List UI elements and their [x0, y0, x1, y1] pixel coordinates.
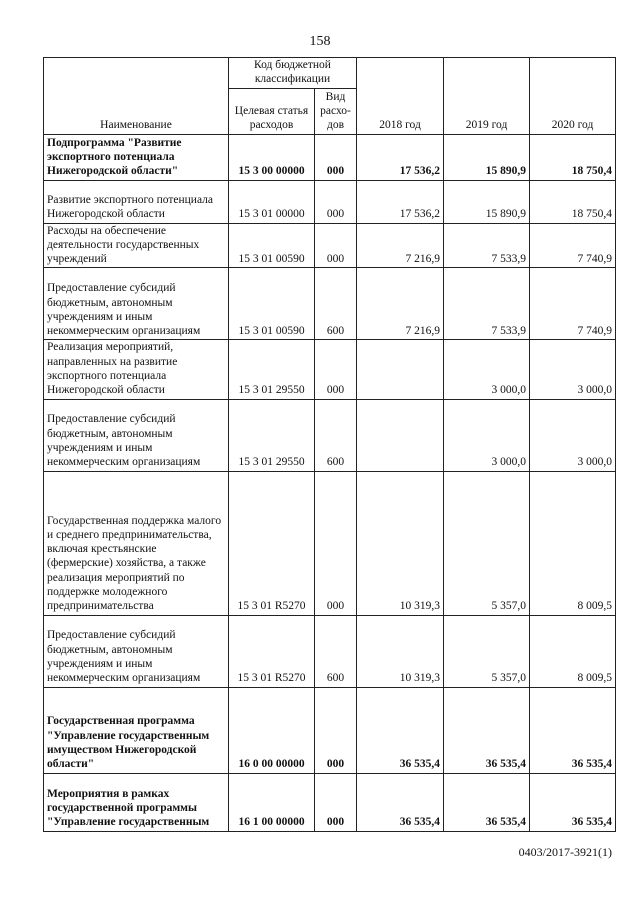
row-value-2020: 18 750,4: [530, 134, 616, 180]
header-name: Наименование: [44, 58, 229, 135]
row-value-2019: 7 533,9: [444, 223, 530, 268]
header-year-2020: 2020 год: [530, 58, 616, 135]
row-name: Предоставление субсидий бюджетным, автономным учреждениям и иным некоммерческим организациям: [44, 268, 229, 340]
row-value-2018: 36 535,4: [357, 687, 444, 773]
row-value-2020: 8 009,5: [530, 471, 616, 615]
row-expense-type: 000: [315, 134, 357, 180]
row-value-2020: 18 750,4: [530, 180, 616, 223]
table-row: [44, 615, 616, 687]
row-value-2020: 3 000,0: [530, 399, 616, 471]
page-number: 158: [309, 34, 331, 49]
row-target-article: 15 3 01 29550: [229, 340, 315, 399]
row-value-2018: 7 216,9: [357, 268, 444, 340]
row-name: Мероприятия в рамках государственной программы "Управление государственным: [44, 773, 229, 831]
row-value-2020: 36 535,4: [530, 773, 616, 831]
row-expense-type: 600: [315, 399, 357, 471]
row-name: Государственная программа "Управление государственным имуществом Нижегородской области": [44, 687, 229, 773]
row-target-article: 15 3 01 00590: [229, 268, 315, 340]
row-target-article: 15 3 01 29550: [229, 399, 315, 471]
row-value-2018: 17 536,2: [357, 134, 444, 180]
row-name: Предоставление субсидий бюджетным, автономным учреждениям и иным некоммерческим организациям: [44, 615, 229, 687]
header-target-article: Целевая статья расходов: [229, 88, 315, 134]
row-name: Расходы на обеспечение деятельности государственных учреждений: [44, 223, 229, 268]
row-name: Подпрограмма "Развитие экспортного потенциала Нижегородской области": [44, 134, 229, 180]
row-value-2019: 36 535,4: [444, 773, 530, 831]
table-row: [44, 268, 616, 340]
row-target-article: 15 3 01 R5270: [229, 471, 315, 615]
row-expense-type: 000: [315, 340, 357, 399]
header-code-group: Код бюджетной классификации: [229, 58, 357, 89]
row-target-article: 15 3 01 00000: [229, 180, 315, 223]
row-value-2018: 17 536,2: [357, 180, 444, 223]
row-expense-type: 000: [315, 687, 357, 773]
table-row: [44, 223, 616, 268]
row-value-2019: 7 533,9: [444, 268, 530, 340]
table-row: [44, 773, 616, 831]
row-value-2018: 10 319,3: [357, 615, 444, 687]
row-value-2018: [357, 399, 444, 471]
row-expense-type: 000: [315, 773, 357, 831]
table-row: [44, 399, 616, 471]
header-expense-type: Вид расхо-дов: [315, 88, 357, 134]
row-name: Развитие экспортного потенциала Нижегородской области: [44, 180, 229, 223]
row-value-2020: 7 740,9: [530, 223, 616, 268]
row-expense-type: 600: [315, 615, 357, 687]
row-value-2018: 7 216,9: [357, 223, 444, 268]
row-expense-type: 000: [315, 180, 357, 223]
row-value-2019: 5 357,0: [444, 615, 530, 687]
table-row: [44, 180, 616, 223]
table-body: [44, 134, 616, 831]
row-value-2020: 3 000,0: [530, 340, 616, 399]
table-row: [44, 134, 616, 180]
row-name: Государственная поддержка малого и среднего предпринимательства, включая крестьянские (фермерские) хозяйства, а также реализация мероприятий по поддержке молодежного предпринимательства: [44, 471, 229, 615]
row-value-2020: 36 535,4: [530, 687, 616, 773]
row-value-2018: 36 535,4: [357, 773, 444, 831]
table-row: [44, 340, 616, 399]
table-row: [44, 471, 616, 615]
header-year-2019: 2019 год: [444, 58, 530, 135]
row-value-2019: 15 890,9: [444, 180, 530, 223]
row-value-2020: 8 009,5: [530, 615, 616, 687]
row-value-2020: 7 740,9: [530, 268, 616, 340]
table-row: [44, 687, 616, 773]
row-value-2019: 5 357,0: [444, 471, 530, 615]
row-name: Реализация мероприятий, направленных на развитие экспортного потенциала Нижегородской области: [44, 340, 229, 399]
row-value-2019: 15 890,9: [444, 134, 530, 180]
row-expense-type: 000: [315, 471, 357, 615]
header-year-2018: 2018 год: [357, 58, 444, 135]
row-expense-type: 000: [315, 223, 357, 268]
row-target-article: 16 1 00 00000: [229, 773, 315, 831]
row-target-article: 16 0 00 00000: [229, 687, 315, 773]
budget-table: [43, 57, 616, 832]
row-expense-type: 600: [315, 268, 357, 340]
row-target-article: 15 3 00 00000: [229, 134, 315, 180]
row-target-article: 15 3 01 00590: [229, 223, 315, 268]
row-target-article: 15 3 01 R5270: [229, 615, 315, 687]
row-value-2019: 3 000,0: [444, 399, 530, 471]
row-name: Предоставление субсидий бюджетным, автономным учреждениям и иным некоммерческим организациям: [44, 399, 229, 471]
row-value-2019: 36 535,4: [444, 687, 530, 773]
row-value-2019: 3 000,0: [444, 340, 530, 399]
row-value-2018: [357, 340, 444, 399]
document-code: 0403/2017-3921(1): [518, 845, 612, 859]
row-value-2018: 10 319,3: [357, 471, 444, 615]
